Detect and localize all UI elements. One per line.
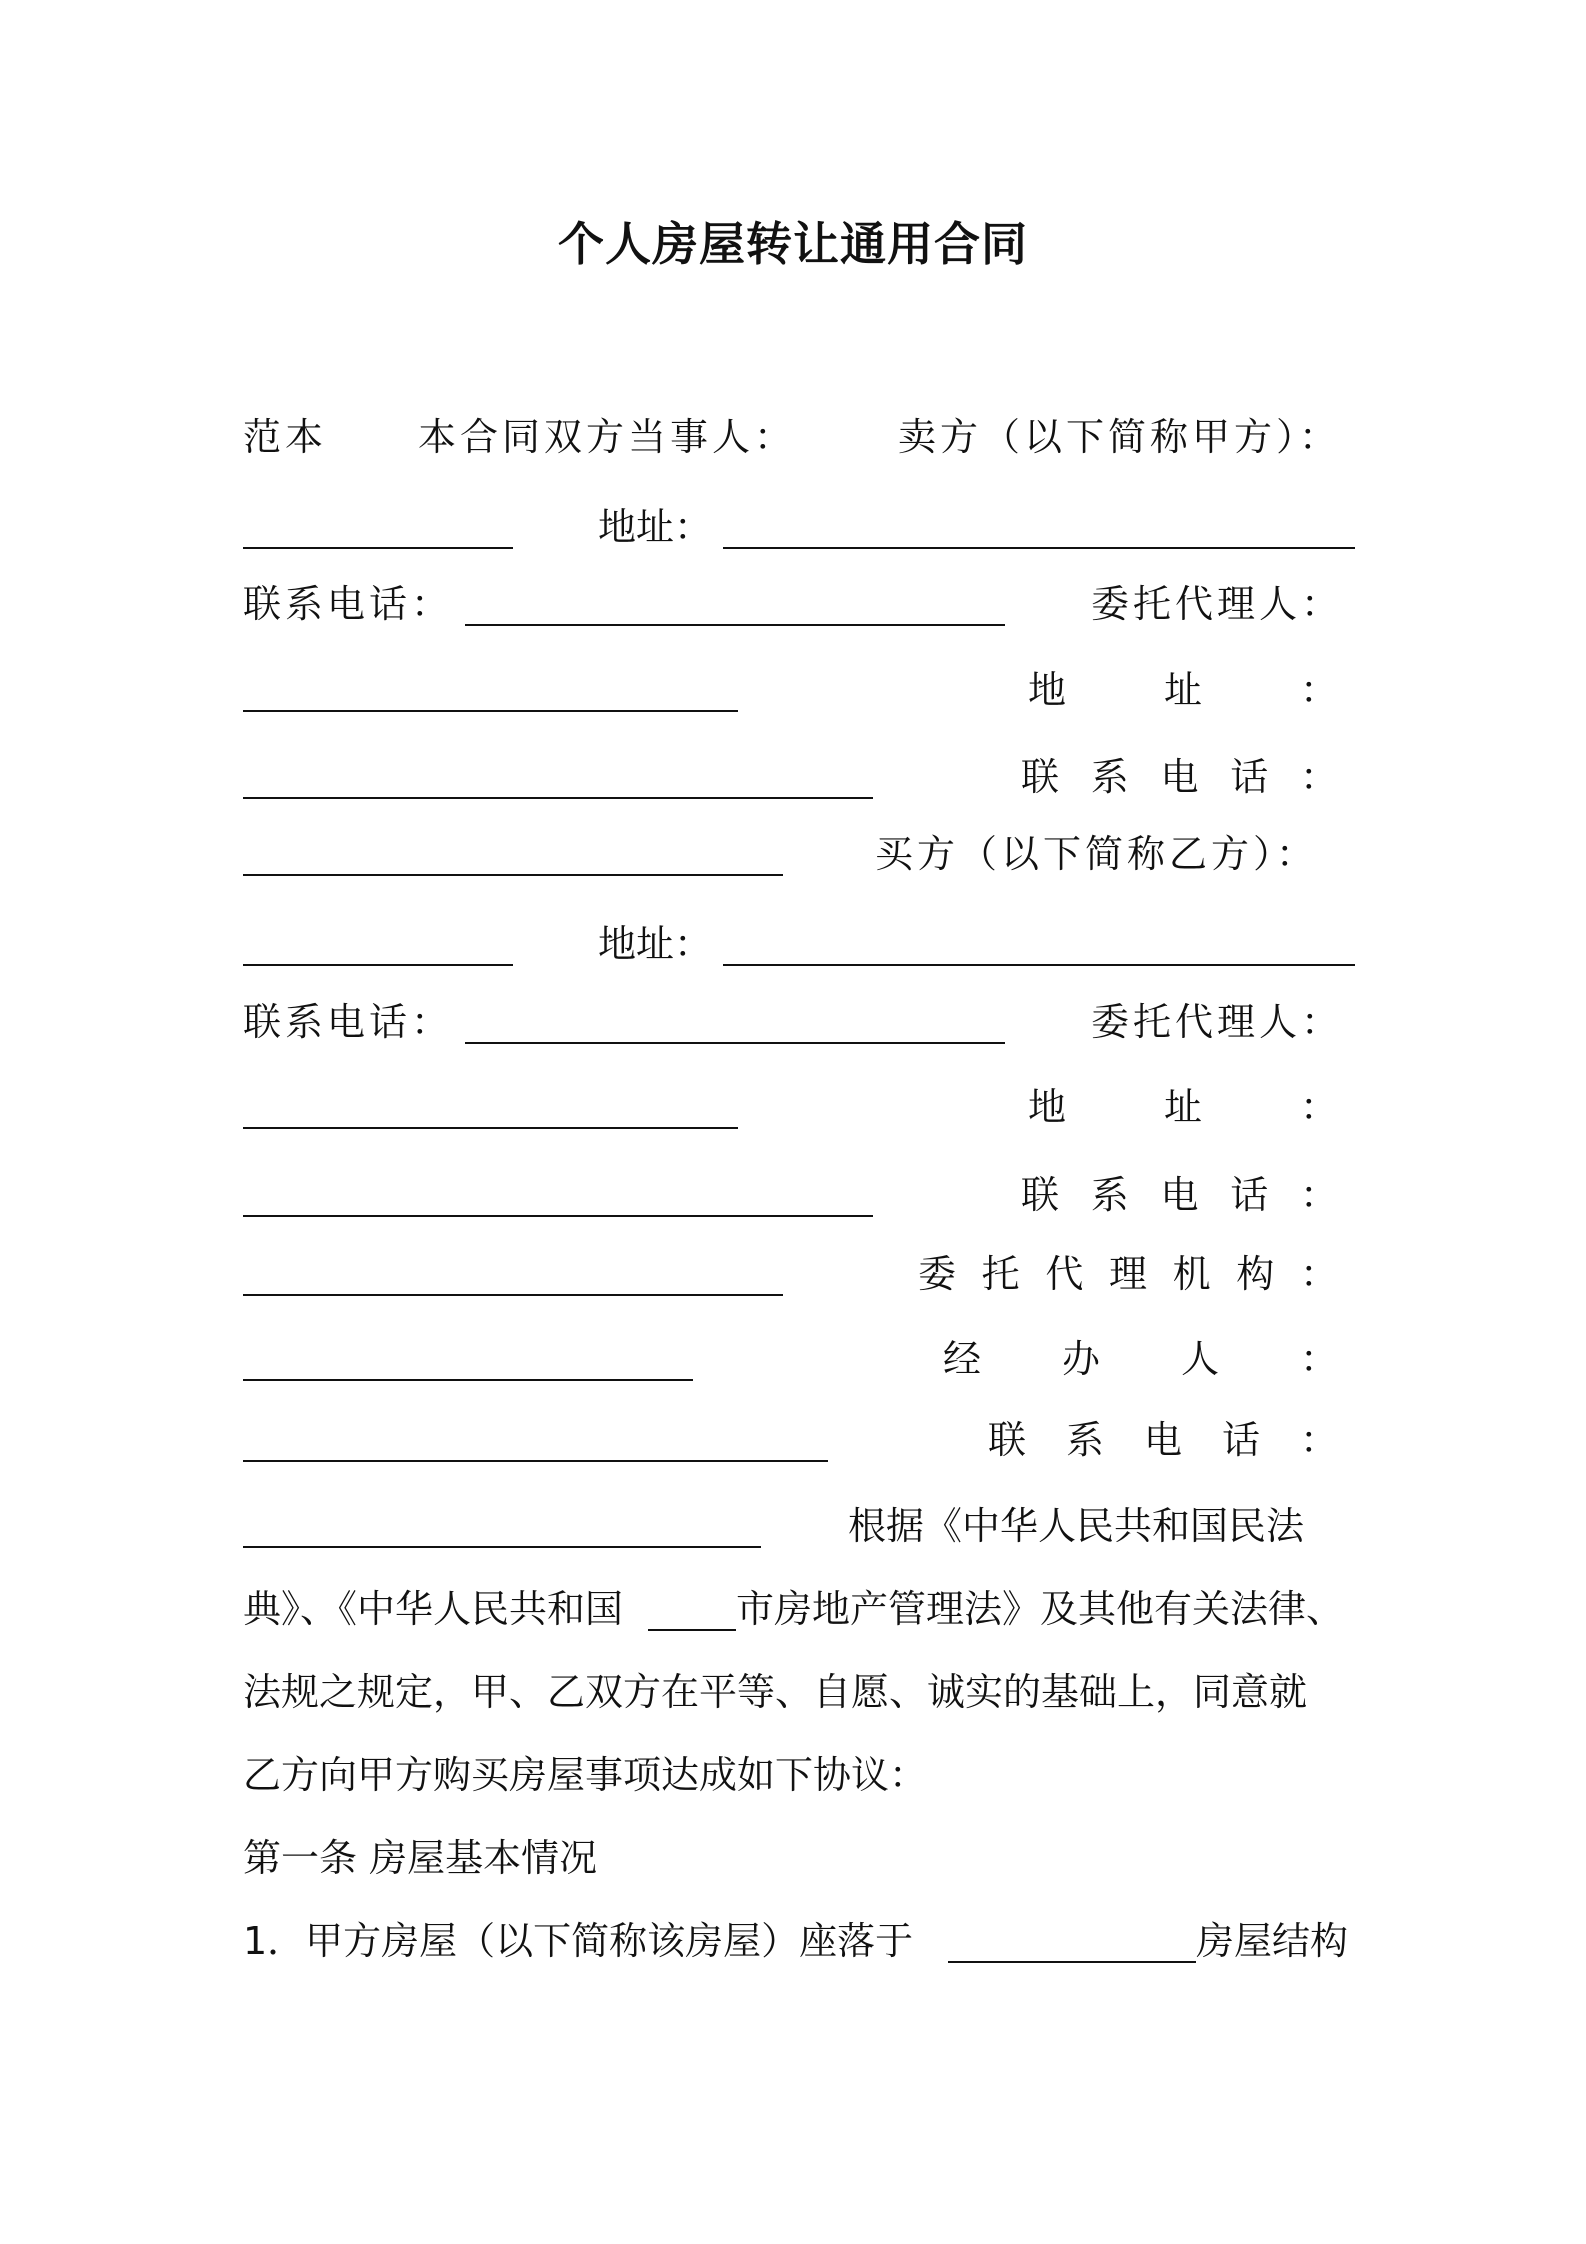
article1-heading: 第一条 房屋基本情况 (243, 1836, 598, 1880)
document-title: 个人房屋转让通用合同 (558, 217, 1028, 271)
seller-label: 卖方（以下简称甲方）： (898, 415, 1342, 459)
parties-label: 本合同双方当事人： (418, 415, 797, 459)
agency-org-row (243, 1242, 1355, 1306)
agency-handler-label: 经 办 人 ： (943, 1337, 1338, 1381)
seller-agent-address-blank[interactable] (243, 797, 873, 799)
basis-text-2a: 典》、《中华人民共和国 (243, 1587, 624, 1631)
buyer-intro-row (243, 822, 1355, 886)
seller-address-label: 地址： (598, 505, 713, 549)
seller-agent-phone-row (243, 745, 1355, 809)
buyer-name-address-row (243, 912, 1355, 976)
agency-handler-row (243, 1327, 1355, 1391)
seller-agent-address-label: 地 址 ： (1028, 668, 1338, 712)
agency-phone-label: 联 系 电 话 ： (988, 1418, 1338, 1462)
buyer-address-label: 地址： (598, 922, 713, 966)
city-name-blank[interactable] (648, 1629, 736, 1631)
basis-text-2b: 市房地产管理法》及其他有关法律、 (736, 1587, 1345, 1631)
buyer-agent-label: 委托代理人： (1091, 1000, 1344, 1044)
basis-text-1: 根据《中华人民共和国民法 (848, 1504, 1305, 1548)
basis-row-2 (243, 1577, 1355, 1641)
buyer-name-blank[interactable] (243, 964, 513, 966)
seller-agent-address-row (243, 658, 1355, 722)
basis-text-3: 法规之规定，甲、乙双方在平等、自愿、诚实的基础上，同意就 (243, 1670, 1308, 1714)
parties-intro-row (243, 405, 1355, 469)
article1-item1-row (243, 1909, 1355, 1973)
property-location-blank[interactable] (948, 1961, 1196, 1963)
buyer-agent-phone-row (243, 1163, 1355, 1227)
buyer-agent-address-label: 地 址 ： (1028, 1085, 1338, 1129)
seller-agent-name-blank[interactable] (243, 710, 738, 712)
buyer-phone-blank[interactable] (465, 1042, 1005, 1044)
agency-org-blank[interactable] (243, 1379, 693, 1381)
agency-org-label: 委 托 代 理 机 构 ： (918, 1252, 1338, 1296)
buyer-agent-phone-blank[interactable] (243, 1294, 783, 1296)
seller-address-blank[interactable] (723, 547, 1355, 549)
article1-item1-structure-label: 房屋结构 (1196, 1919, 1349, 1963)
buyer-phone-label: 联系电话： (243, 1000, 454, 1044)
basis-row-1 (243, 1494, 1355, 1558)
seller-agent-label: 委托代理人： (1091, 582, 1344, 626)
agency-phone-row (243, 1408, 1355, 1472)
buyer-phone-agent-row (243, 990, 1355, 1054)
sample-label: 范本 (243, 415, 328, 459)
buyer-agent-address-blank[interactable] (243, 1215, 873, 1217)
seller-name-blank[interactable] (243, 547, 513, 549)
agency-handler-blank[interactable] (243, 1460, 828, 1462)
basis-text-4: 乙方向甲方购买房屋事项达成如下协议： (243, 1753, 928, 1797)
seller-agent-phone-blank[interactable] (243, 874, 783, 876)
agency-phone-blank[interactable] (243, 1546, 761, 1548)
buyer-label: 买方（以下简称乙方）： (875, 832, 1319, 876)
seller-phone-blank[interactable] (465, 624, 1005, 626)
seller-phone-label: 联系电话： (243, 582, 454, 626)
article1-item1-text: 1．甲方房屋（以下简称该房屋）座落于 (243, 1919, 914, 1963)
buyer-agent-address-row (243, 1075, 1355, 1139)
buyer-agent-phone-label: 联 系 电 话 ： (1021, 1173, 1338, 1217)
buyer-address-blank[interactable] (723, 964, 1355, 966)
seller-phone-agent-row (243, 572, 1355, 636)
buyer-agent-name-blank[interactable] (243, 1127, 738, 1129)
seller-name-address-row (243, 495, 1355, 559)
seller-agent-phone-label: 联 系 电 话 ： (1021, 755, 1338, 799)
